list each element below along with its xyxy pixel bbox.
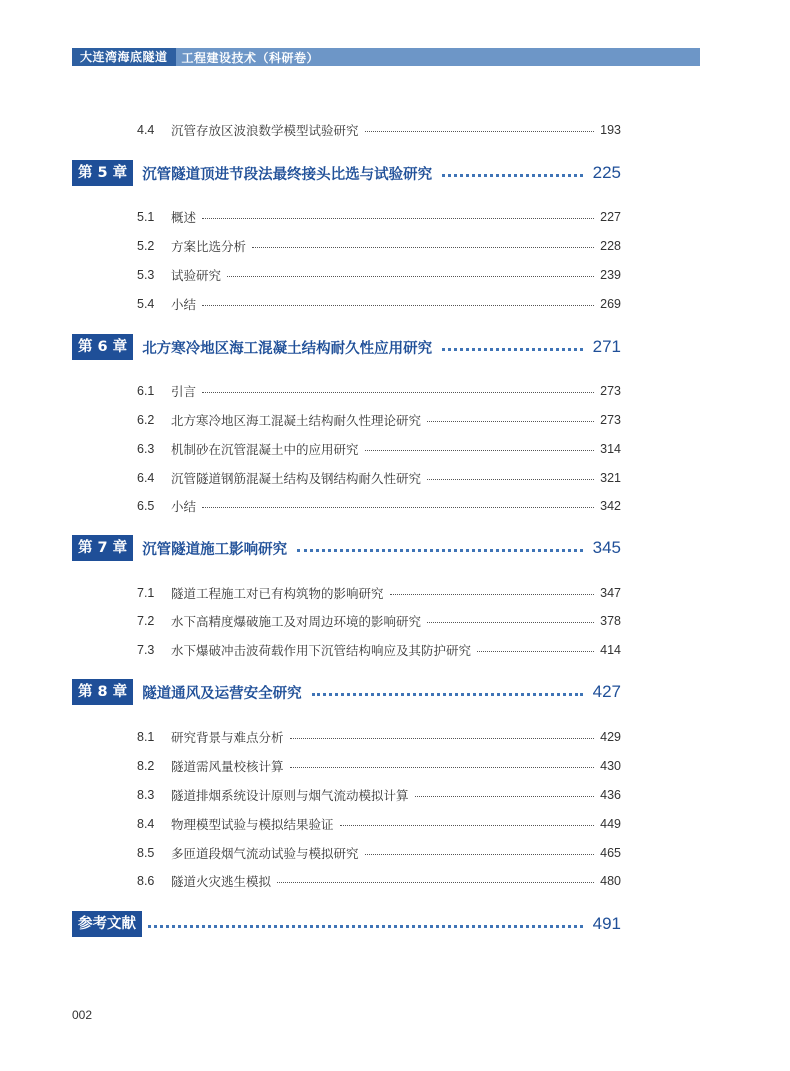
dot-leader [252, 247, 594, 248]
section-number: 5.3 [137, 268, 155, 282]
section-number: 8.2 [137, 759, 155, 773]
section-title: 水下高精度爆破施工及对周边环境的影响研究 [171, 614, 422, 629]
chapter-entry[interactable] [72, 160, 621, 186]
section-number: 6.2 [137, 413, 155, 427]
page-number: 239 [600, 268, 621, 282]
page-number: 429 [600, 730, 621, 744]
dot-leader [442, 174, 582, 177]
toc-entry[interactable] [137, 814, 621, 834]
section-title: 隧道需风量校核计算 [171, 759, 284, 774]
section-title: 概述 [171, 210, 197, 225]
page-number: 436 [600, 788, 621, 802]
page-number: 449 [600, 817, 621, 831]
chapter-page: 427 [592, 682, 621, 701]
dot-leader [290, 738, 595, 739]
section-title: 北方寒冷地区海工混凝土结构耐久性理论研究 [171, 413, 422, 428]
dot-leader [277, 882, 594, 883]
dot-leader [340, 825, 595, 826]
toc-entry[interactable] [137, 583, 621, 603]
section-number: 5.1 [137, 210, 155, 224]
page-folio: 002 [72, 1008, 93, 1022]
toc-entry[interactable] [137, 756, 621, 776]
page-number: 228 [600, 239, 621, 253]
dot-leader [365, 854, 595, 855]
chapter-tag: 第 6 章 [72, 334, 133, 360]
section-number: 8.5 [137, 846, 155, 860]
page-number: 378 [600, 614, 621, 628]
dot-leader [148, 925, 583, 928]
dot-leader [202, 218, 594, 219]
chapter-entry[interactable] [72, 535, 621, 561]
dot-leader [477, 651, 594, 652]
section-title: 引言 [171, 384, 197, 399]
dot-leader [202, 392, 594, 393]
section-number: 6.5 [137, 499, 155, 513]
toc-entry[interactable] [137, 843, 621, 863]
toc-entry[interactable] [137, 785, 621, 805]
page-number: 465 [600, 846, 621, 860]
chapter-page: 271 [592, 337, 621, 356]
section-title: 多匝道段烟气流动试验与模拟研究 [171, 846, 359, 861]
dot-leader [427, 479, 594, 480]
section-title: 物理模型试验与模拟结果验证 [171, 817, 334, 832]
toc-entry[interactable] [137, 496, 621, 516]
toc-entry[interactable] [137, 236, 621, 256]
page-number: 269 [600, 297, 621, 311]
volume-title: 工程建设技术（科研卷） [181, 50, 320, 65]
toc-entry[interactable] [137, 410, 621, 430]
dot-leader [415, 796, 595, 797]
chapter-title: 沉管隧道施工影响研究 [142, 541, 288, 558]
chapter-title: 北方寒冷地区海工混凝土结构耐久性应用研究 [142, 340, 433, 357]
dot-leader [427, 421, 594, 422]
dot-leader [290, 767, 595, 768]
toc-entry[interactable] [137, 611, 621, 631]
dot-leader [227, 276, 594, 277]
section-number: 7.2 [137, 614, 155, 628]
page-number: 480 [600, 874, 621, 888]
toc-entry[interactable] [137, 640, 621, 660]
page-number: 430 [600, 759, 621, 773]
references-entry[interactable] [72, 911, 621, 937]
dot-leader [390, 594, 595, 595]
chapter-tag: 第 8 章 [72, 679, 133, 705]
page-number: 227 [600, 210, 621, 224]
dot-leader [312, 693, 583, 696]
section-title: 隧道工程施工对已有构筑物的影响研究 [171, 586, 384, 601]
section-number: 8.4 [137, 817, 155, 831]
dot-leader [365, 450, 595, 451]
chapter-entry[interactable] [72, 334, 621, 360]
toc-entry[interactable] [137, 294, 621, 314]
page-number: 273 [600, 384, 621, 398]
section-number: 5.4 [137, 297, 155, 311]
dot-leader [365, 131, 595, 132]
section-title: 小结 [171, 499, 197, 514]
toc-entry[interactable] [137, 207, 621, 227]
section-title: 试验研究 [171, 268, 222, 283]
section-title: 研究背景与难点分析 [171, 730, 284, 745]
toc-entry[interactable] [137, 727, 621, 747]
section-number: 8.1 [137, 730, 155, 744]
section-number: 4.4 [137, 123, 155, 137]
dot-leader [202, 507, 594, 508]
page-number: 347 [600, 586, 621, 600]
page-number: 321 [600, 471, 621, 485]
chapter-entry[interactable] [72, 679, 621, 705]
section-number: 8.3 [137, 788, 155, 802]
toc-entry[interactable] [137, 120, 621, 140]
section-number: 7.1 [137, 586, 155, 600]
page-number: 273 [600, 413, 621, 427]
section-title: 隧道排烟系统设计原则与烟气流动模拟计算 [171, 788, 409, 803]
references-tag: 参考文献 [72, 911, 142, 937]
toc-entry[interactable] [137, 871, 621, 891]
section-title: 沉管隧道钢筋混凝土结构及钢结构耐久性研究 [171, 471, 422, 486]
page-number: 414 [600, 643, 621, 657]
section-title: 方案比选分析 [171, 239, 247, 254]
section-number: 6.4 [137, 471, 155, 485]
section-title: 隧道火灾逃生模拟 [171, 874, 272, 889]
page-number: 342 [600, 499, 621, 513]
page-number: 193 [600, 123, 621, 137]
toc-entry[interactable] [137, 439, 621, 459]
dot-leader [427, 622, 594, 623]
section-title: 水下爆破冲击波荷载作用下沉管结构响应及其防护研究 [171, 643, 472, 658]
toc-entry[interactable] [137, 468, 621, 488]
section-number: 6.1 [137, 384, 155, 398]
section-number: 6.3 [137, 442, 155, 456]
chapter-title: 隧道通风及运营安全研究 [142, 685, 302, 702]
dot-leader [442, 348, 582, 351]
chapter-tag: 第 5 章 [72, 160, 133, 186]
toc-entry[interactable] [137, 381, 621, 401]
chapter-tag: 第 7 章 [72, 535, 133, 561]
section-title: 沉管存放区波浪数学模型试验研究 [171, 123, 359, 138]
book-title: 大连湾海底隧道 [72, 48, 176, 66]
references-page: 491 [592, 914, 621, 933]
section-number: 7.3 [137, 643, 155, 657]
dot-leader [202, 305, 594, 306]
chapter-page: 225 [592, 163, 621, 182]
running-header [72, 48, 700, 66]
toc-entry[interactable] [137, 265, 621, 285]
section-title: 机制砂在沉管混凝土中的应用研究 [171, 442, 359, 457]
chapter-title: 沉管隧道顶进节段法最终接头比选与试验研究 [142, 166, 433, 183]
chapter-page: 345 [592, 538, 621, 557]
page-number: 314 [600, 442, 621, 456]
section-title: 小结 [171, 297, 197, 312]
section-number: 5.2 [137, 239, 155, 253]
section-number: 8.6 [137, 874, 155, 888]
dot-leader [297, 549, 582, 552]
